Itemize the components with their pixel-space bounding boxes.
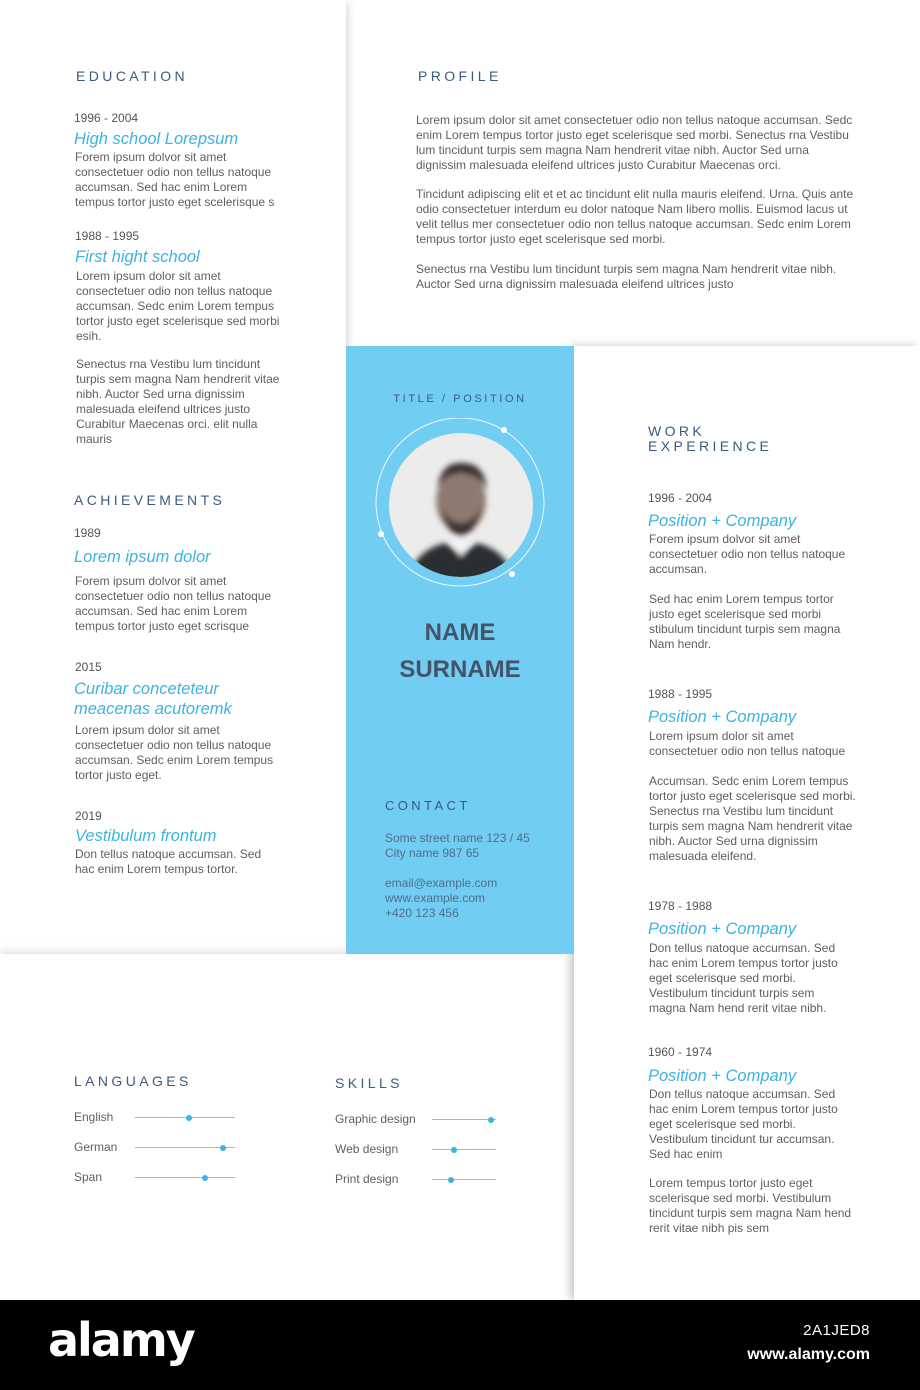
- work-item-text: Don tellus natoque accumsan. Sed hac enim Lorem tempus tortor justo eget scelerisque sed morbi. Vestibulum tincidunt turpis sem magna Nam hend rerit vitae nibh.: [649, 941, 838, 1015]
- bottom-panel: [0, 954, 574, 1300]
- skill-track: [432, 1119, 496, 1120]
- education-title: EDUCATION: [76, 68, 189, 84]
- achievement-text: Don tellus natoque accumsan. Sed hac enim Lorem tempus tortor.: [75, 847, 262, 876]
- work-item-text: Sed hac enim Lorem tempus tortor justo eget scelerisque sed morbi stibulum tincidunt turpis sem magna Nam hendr.: [649, 592, 841, 651]
- ring-dot: [501, 427, 507, 433]
- skill-level-marker: [451, 1147, 457, 1153]
- language-level-marker: [186, 1115, 192, 1121]
- work-title-line2: EXPERIENCE: [648, 438, 773, 454]
- work-title-line1: WORK: [648, 423, 706, 439]
- achievement-date: 2019: [75, 809, 102, 823]
- skill-label: Graphic design: [335, 1112, 416, 1126]
- achievement-date: 2015: [75, 660, 102, 674]
- ring-dot: [378, 531, 384, 537]
- education-item-text: Senectus rna Vestibu lum tincidunt turpis sem magna Nam hendrerit vitae nibh. Auctor Sed urna dignissim malesuada eleifend ultrices justo Curabitur Maecenas orci. elit nulla mauris: [76, 357, 280, 446]
- ring-dot: [509, 571, 515, 577]
- education-date: 1996 - 2004: [74, 111, 139, 125]
- sidebar: [346, 346, 574, 954]
- contact-title: CONTACT: [385, 798, 471, 813]
- language-row: [74, 1169, 245, 1185]
- avatar: [389, 433, 533, 577]
- achievement-date: 1989: [74, 526, 101, 540]
- contact-website: www.example.com: [385, 891, 486, 905]
- brand-logo: alamy: [48, 1313, 194, 1367]
- skill-label: Web design: [335, 1142, 399, 1156]
- site-url: www.alamy.com: [747, 1346, 870, 1363]
- language-level-marker: [202, 1175, 208, 1181]
- skill-level-marker: [488, 1117, 494, 1123]
- contact-email: email@example.com: [385, 876, 498, 890]
- education-item-text: Lorem ipsum dolor sit amet consectetuer odio non tellus natoque accumsan. Sedc enim Lorem tempus tortor justo eget scelerisque sed morbi esih.: [76, 269, 280, 343]
- education-item-title: High school Lorepsum: [74, 130, 239, 148]
- work-item-title: Position + Company: [648, 708, 797, 726]
- achievements-title: ACHIEVEMENTS: [74, 492, 226, 508]
- profile-title: PROFILE: [418, 68, 502, 84]
- work-item-text: Lorem ipsum dolor sit amet consectetuer odio non tellus natoque: [649, 729, 846, 758]
- language-row: [74, 1139, 245, 1155]
- skill-level-marker: [448, 1177, 454, 1183]
- skill-row: [335, 1171, 506, 1187]
- contact-city: City name 987 65: [385, 846, 480, 860]
- contact-address: Some street name 123 / 45: [385, 831, 530, 845]
- skill-label: Print design: [335, 1172, 399, 1186]
- skill-row: [335, 1141, 506, 1157]
- work-date: 1996 - 2004: [648, 491, 713, 505]
- work-date: 1960 - 1974: [648, 1045, 713, 1059]
- achievement-text: Forem ipsum dolvor sit amet consectetuer odio non tellus natoque accumsan. Sed hac enim Lorem tempus tortor justo eget scrisque: [75, 574, 272, 633]
- stock-footer: [0, 1300, 920, 1390]
- language-track: [135, 1177, 235, 1178]
- profile-paragraph: Lorem ipsum dolor sit amet consectetuer odio non tellus natoque accumsan. Sedc enim Lorem tempus tortor justo eget scelerisque sed morbi. Senectus rna Vestibu lum tincidunt turpis sem magna Nam hendrerit vitae nibh. Auctor Sed urna dignissim malesuada eleifend ultrices justo Curabitur Maecenas orci.: [416, 113, 853, 172]
- achievement-text: Lorem ipsum dolor sit amet consectetuer odio non tellus natoque accumsan. Sedc enim Lorem tempus tortor justo eget.: [75, 723, 274, 782]
- achievement-title: Vestibulum frontum: [75, 827, 217, 845]
- work-item-text: Forem ipsum dolvor sit amet consectetuer odio non tellus natoque accumsan.: [649, 532, 846, 576]
- name-first: NAME: [424, 619, 496, 646]
- contact-phone: +420 123 456: [385, 906, 459, 920]
- education-date: 1988 - 1995: [75, 229, 140, 243]
- language-row: [74, 1109, 245, 1125]
- achievement-title: Lorem ipsum dolor: [74, 548, 211, 566]
- skill-track: [432, 1149, 496, 1150]
- language-label: Span: [74, 1170, 103, 1184]
- work-item-text: Don tellus natoque accumsan. Sed hac enim Lorem tempus tortor justo eget scelerisque sed morbi. Vestibulum tincidunt tur accumsan. Sed hac enim: [649, 1087, 838, 1161]
- title-position: TITLE / POSITION: [393, 393, 527, 405]
- language-label: English: [74, 1110, 114, 1124]
- skills-title: SKILLS: [335, 1075, 403, 1091]
- language-label: German: [74, 1140, 118, 1154]
- skill-row: [335, 1111, 506, 1127]
- profile-panel: [346, 0, 920, 346]
- work-date: 1988 - 1995: [648, 687, 713, 701]
- achievement-title: Curibar conceteteur meacenas acutoremk: [74, 680, 232, 718]
- work-item-title: Position + Company: [648, 920, 797, 938]
- education-item-title: First hight school: [75, 248, 200, 266]
- languages-title: LANGUAGES: [74, 1073, 192, 1089]
- skill-track: [432, 1179, 496, 1180]
- work-item-text: Lorem tempus tortor justo eget scelerisque sed morbi. Vestibulum tincidunt turpis sem magna Nam hend rerit vitae nibh pis sem: [649, 1176, 852, 1235]
- language-track: [135, 1117, 235, 1118]
- work-item-title: Position + Company: [648, 512, 797, 530]
- name-surname: SURNAME: [399, 656, 521, 683]
- work-date: 1978 - 1988: [648, 899, 713, 913]
- portrait-image: [389, 433, 533, 577]
- image-id: 2A1JED8: [803, 1322, 870, 1339]
- education-item-text: Forem ipsum dolvor sit amet consectetuer odio non tellus natoque accumsan. Sed hac enim Lorem tempus tortor justo eget scelerisque s: [75, 150, 275, 209]
- language-level-marker: [220, 1145, 226, 1151]
- work-item-title: Position + Company: [648, 1067, 797, 1085]
- profile-paragraph: Tincidunt adipiscing elit et et ac tincidunt elit nulla mauris eleifend. Urna. Quis ante odio consectetuer interdum eu dolor natoque Nam libero mollis. Euismod lacus ut velit tellus mer consectetuer odio non tellus natoque accumsan. Sedc enim Lorem tempus tortor justo eget scelerisque sed morbi.: [416, 187, 854, 246]
- profile-paragraph: Senectus rna Vestibu lum tincidunt turpis sem magna Nam hendrerit vitae nibh. Auctor Sed urna dignissim malesuada eleifend ultrices justo: [416, 262, 837, 291]
- work-item-text: Accumsan. Sedc enim Lorem tempus tortor justo eget scelerisque sed morbi. Senectus rna Vestibu lum tincidunt turpis sem magna Nam hendrerit vitae nibh. Auctor Sed urna dignissim malesuada eleifend.: [649, 774, 856, 863]
